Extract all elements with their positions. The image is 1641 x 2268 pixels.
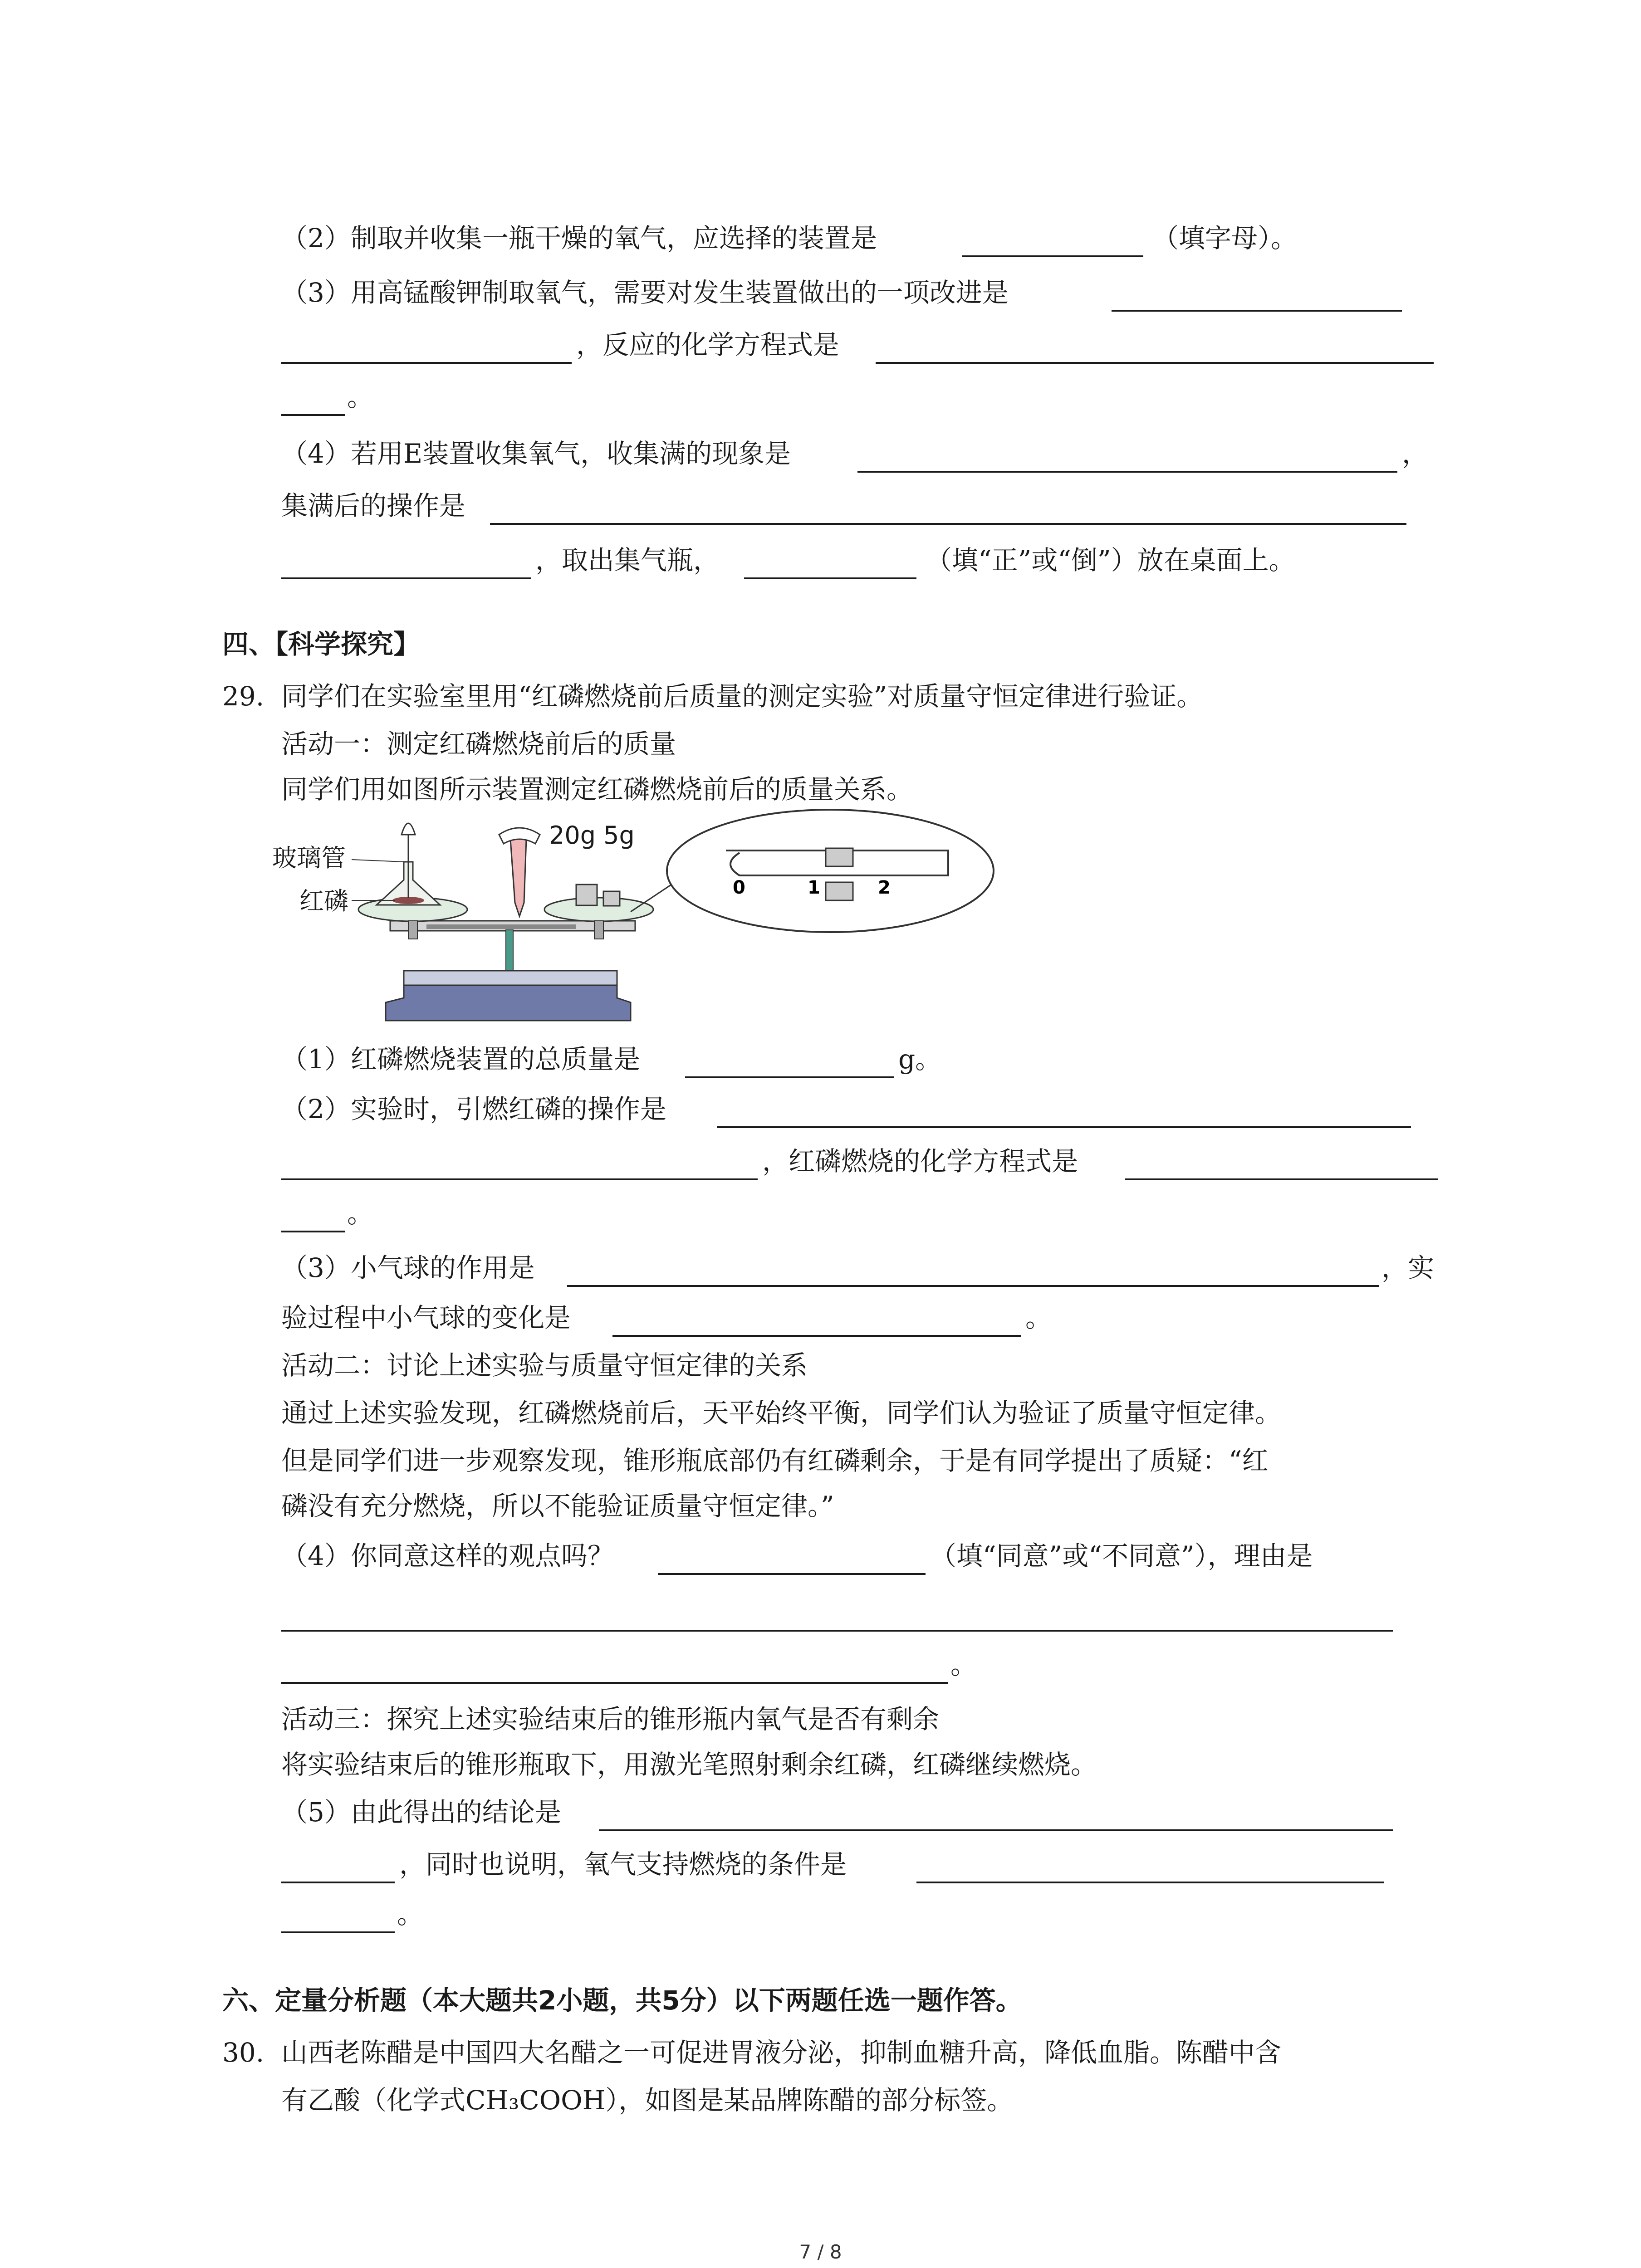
q29-activity2-l2: 但是同学们进一步观察发现，锥形瓶底部仍有红磷剩余，于是有同学提出了质疑：“红	[281, 1445, 1269, 1476]
q29-activity3-text: 活动三：探究上述实验结束后的锥形瓶内氧气是否有剩余	[281, 1704, 940, 1735]
q28-p4-tail: （填“正”或“倒”）放在桌面上。	[926, 545, 1295, 576]
section4-title-text: 四、【科学探究】	[222, 629, 420, 660]
rider-bottom	[826, 882, 853, 900]
q29-p1-text: （1）红磷燃烧装置的总质量是	[281, 1044, 640, 1075]
magnified-view	[667, 810, 994, 932]
q28-p4-blank-1[interactable]	[857, 471, 1397, 473]
q28-p4-text: （4）若用E装置收集氧气，收集满的现象是	[281, 438, 791, 469]
q29-p5-blank-3[interactable]	[281, 1931, 395, 1933]
q29-part2-line3	[0, 1182, 1641, 1245]
q28-p4-blank-4[interactable]	[744, 577, 916, 579]
q29-p3-comma: ，实	[1381, 1252, 1435, 1283]
left-pan-stem	[408, 921, 417, 939]
right-pan	[544, 898, 653, 921]
q29-p3-text: （3）小气球的作用是	[281, 1252, 535, 1283]
q29-p2-equation-blank[interactable]	[1125, 1178, 1438, 1180]
q29-p4-text: （4）你同意这样的观点吗？	[281, 1540, 614, 1571]
q29-p2-blank-2[interactable]	[281, 1178, 758, 1180]
q30-number: 30.	[222, 2037, 265, 2068]
q29-part5-line3	[0, 1882, 1641, 1946]
q29-p2-text: （2）实验时，引燃红磷的操作是	[281, 1094, 666, 1124]
q29-p3-line2: 验过程中小气球的变化是	[281, 1302, 571, 1333]
q28-p3-blank-2[interactable]	[281, 362, 572, 364]
q29-activity2-l3: 磷没有充分燃烧，所以不能验证质量守恒定律。”	[281, 1491, 834, 1521]
weight-5g	[603, 891, 620, 906]
right-pan-stem	[594, 921, 603, 939]
small-balloon	[402, 823, 415, 835]
q30-l2: 有乙酸（化学式CH₃COOH），如图是某品牌陈醋的部分标签。	[281, 2085, 1014, 2116]
q28-p4-take: ，取出集气瓶，	[535, 545, 720, 576]
q29-p2-blank-1[interactable]	[717, 1126, 1411, 1128]
q29-p4-blank-1[interactable]	[658, 1573, 926, 1575]
beam-scale	[426, 924, 576, 929]
label-glass-tube: 玻璃管	[272, 844, 346, 872]
leader-line-tube	[352, 860, 404, 862]
page-number: 7 / 8	[799, 2241, 842, 2263]
q29-activity2-text: 活动二：讨论上述实验与质量守恒定律的关系	[281, 1350, 808, 1381]
label-red-phosphorus: 红磷	[299, 887, 348, 915]
q29-part4-line3	[0, 1633, 1641, 1696]
q29-p3-end: 。	[1025, 1302, 1052, 1333]
rider-top	[826, 848, 853, 866]
balance-plate	[404, 971, 617, 985]
q29-p4-tail: （填“同意”或“不同意”），理由是	[930, 1540, 1313, 1571]
q28-part4-line2	[0, 474, 1641, 538]
q29-activity3-desc-text: 将实验结束后的锥形瓶取下，用激光笔照射剩余红磷，红磷继续燃烧。	[281, 1749, 1097, 1780]
q28-part4-line3	[0, 528, 1641, 592]
q29-part4	[0, 1524, 1641, 1588]
balance-figure	[272, 807, 1043, 1034]
weight-20g	[576, 885, 597, 905]
q29-p5-end: 。	[397, 1899, 424, 1930]
q28-part3-line3	[0, 365, 1641, 429]
label-weights: 20g 5g	[549, 821, 635, 850]
q29-intro-text: 同学们在实验室里用“红磷燃烧前后质量的测定实验”对质量守恒定律进行验证。	[281, 681, 1203, 712]
q29-p4-reason-blank-2[interactable]	[281, 1682, 948, 1684]
q29-p1-unit: g。	[898, 1044, 942, 1075]
q28-p4-blank-3[interactable]	[281, 577, 531, 579]
q29-activity1-desc-text: 同学们用如图所示装置测定红磷燃烧前后的质量关系。	[281, 774, 913, 805]
q28-part2	[0, 206, 1641, 270]
section6-title-text: 六、定量分析题（本大题共2小题，共5分）以下两题任选一题作答。	[222, 1985, 1022, 2016]
q28-p4-blank-2[interactable]	[490, 523, 1406, 525]
balance-base	[386, 984, 631, 1021]
q29-p2-end: 。	[347, 1198, 374, 1229]
q29-p5-blank-1[interactable]	[599, 1829, 1393, 1831]
balance-pillar	[506, 930, 513, 971]
q29-p2-mid: ，红磷燃烧的化学方程式是	[762, 1146, 1078, 1177]
scale-mark-2: 2	[878, 877, 891, 898]
q29-p2-blank-3[interactable]	[281, 1231, 345, 1232]
scale-mark-1: 1	[808, 877, 820, 898]
q28-p2-tail: （填字母）。	[1152, 223, 1298, 254]
q29-p5-text: （5）由此得出的结论是	[281, 1797, 561, 1828]
q28-p4-after: 集满后的操作是	[281, 490, 466, 521]
q29-p4-end: 。	[950, 1649, 977, 1680]
q29-p5-mid: ，同时也说明，氧气支持燃烧的条件是	[399, 1849, 847, 1880]
q30-l1: 山西老陈醋是中国四大名醋之一可促进胃液分泌，抑制血糖升高，降低血脂。陈醋中含	[281, 2037, 1282, 2068]
q29-activity1-text: 活动一：测定红磷燃烧前后的质量	[281, 728, 676, 759]
q28-p3-mid: ，反应的化学方程式是	[576, 329, 840, 360]
balance-pointer	[510, 839, 526, 916]
scale-mark-0: 0	[733, 877, 745, 898]
q28-p4-comma: ，	[1402, 438, 1429, 469]
q28-p3-equation-blank[interactable]	[876, 362, 1434, 364]
q30-line2	[0, 2068, 1641, 2132]
q28-p3-blank-3[interactable]	[281, 414, 345, 416]
q28-p3-blank-1[interactable]	[1112, 310, 1402, 312]
q29-number: 29.	[222, 681, 265, 712]
q28-p3-text: （3）用高锰酸钾制取氧气，需要对发生装置做出的一项改进是	[281, 277, 1009, 308]
q28-p3-end: 。	[347, 381, 374, 412]
q28-p2-blank[interactable]	[962, 255, 1143, 257]
q29-activity2-l1: 通过上述实验发现，红磷燃烧前后，天平始终平衡，同学们认为验证了质量守恒定律。	[281, 1398, 1282, 1428]
q29-p4-reason-blank-1[interactable]	[281, 1630, 1393, 1632]
q28-p2-text: （2）制取并收集一瓶干燥的氧气，应选择的装置是	[281, 223, 877, 254]
